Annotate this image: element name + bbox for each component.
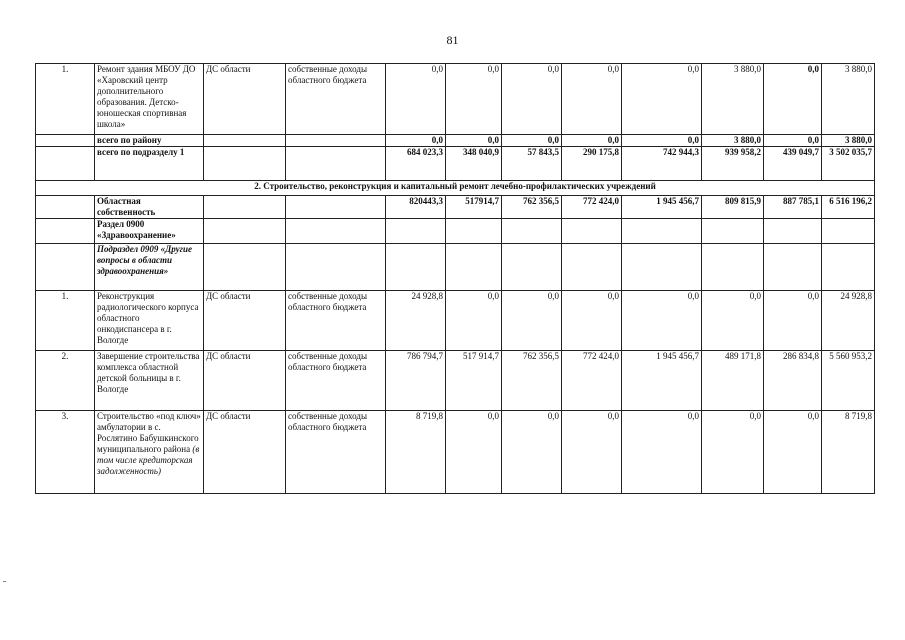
value-cell: 6 516 196,2 bbox=[822, 196, 875, 219]
value-cell: 3 880,0 bbox=[702, 64, 764, 135]
empty-cell bbox=[204, 219, 286, 244]
value-cell: 3 880,0 bbox=[822, 135, 875, 147]
customer-cell: ДС области bbox=[204, 411, 286, 494]
object-note: (в том числе кредиторская задолженность) bbox=[97, 444, 200, 476]
value-cell: 517914,7 bbox=[446, 196, 502, 219]
value-cell: 0,0 bbox=[622, 291, 702, 351]
empty-cell bbox=[446, 244, 502, 291]
table-row bbox=[36, 147, 875, 181]
empty-cell bbox=[502, 244, 562, 291]
empty-cell bbox=[36, 244, 95, 291]
empty-cell bbox=[36, 147, 95, 181]
section-header-row bbox=[36, 181, 875, 196]
empty-cell bbox=[36, 219, 95, 244]
value-cell: 348 040,9 bbox=[446, 147, 502, 181]
value-cell: 0,0 bbox=[502, 64, 562, 135]
value-cell: 0,0 bbox=[562, 291, 622, 351]
value-cell: 3 880,0 bbox=[822, 64, 875, 135]
value-cell: 57 843,5 bbox=[502, 147, 562, 181]
empty-cell bbox=[562, 219, 622, 244]
value-cell: 0,0 bbox=[386, 64, 446, 135]
object-name: Строительство «под ключ» амбулатории в с. Рослятино Бабушкинского муниципального района bbox=[97, 411, 201, 454]
table-row bbox=[36, 196, 875, 219]
value-cell: 772 424,0 bbox=[562, 351, 622, 411]
district-total-label: всего по району bbox=[95, 135, 204, 147]
value-cell: 0,0 bbox=[446, 291, 502, 351]
empty-cell bbox=[502, 219, 562, 244]
empty-cell bbox=[204, 196, 286, 219]
value-cell: 0,0 bbox=[622, 135, 702, 147]
row-index: 1. bbox=[36, 64, 95, 135]
value-cell: 3 502 035,7 bbox=[822, 147, 875, 181]
value-cell: 742 944,3 bbox=[622, 147, 702, 181]
value-cell: 786 794,7 bbox=[386, 351, 446, 411]
empty-cell bbox=[286, 196, 386, 219]
value-cell: 762 356,5 bbox=[502, 351, 562, 411]
object-name: Завершение строительства комплекса областной детской больницы в г. Вологде bbox=[95, 351, 204, 411]
funding-source: собственные доходы областного бюджета bbox=[286, 351, 386, 411]
value-cell: 8 719,8 bbox=[386, 411, 446, 494]
value-cell: 0,0 bbox=[446, 135, 502, 147]
row-index: 3. bbox=[36, 411, 95, 494]
row-index: 2. bbox=[36, 351, 95, 411]
customer-cell: ДС области bbox=[204, 351, 286, 411]
subsection-total-label: всего по подразделу 1 bbox=[95, 147, 204, 181]
value-cell: 290 175,8 bbox=[562, 147, 622, 181]
value-cell: 0,0 bbox=[562, 135, 622, 147]
empty-cell bbox=[446, 219, 502, 244]
empty-cell bbox=[702, 244, 764, 291]
value-cell: 0,0 bbox=[562, 64, 622, 135]
value-cell: 887 785,1 bbox=[764, 196, 822, 219]
empty-cell bbox=[36, 196, 95, 219]
funding-source: собственные доходы областного бюджета bbox=[286, 291, 386, 351]
value-cell: 0,0 bbox=[502, 135, 562, 147]
object-name: Реконструкция радиологического корпуса областного онкодиспансера в г. Вологде bbox=[95, 291, 204, 351]
empty-cell bbox=[822, 219, 875, 244]
value-cell: 8 719,8 bbox=[822, 411, 875, 494]
empty-cell bbox=[204, 147, 286, 181]
empty-cell bbox=[286, 147, 386, 181]
value-cell: 5 560 953,2 bbox=[822, 351, 875, 411]
object-name: Ремонт здания МБОУ ДО «Харовский центр дополнительного образования. Детско-юношеская спортивная школа» bbox=[95, 64, 204, 135]
value-cell: 762 356,5 bbox=[502, 196, 562, 219]
subchapter-label: Подраздел 0909 «Другие вопросы в области здравоохранения» bbox=[95, 244, 204, 291]
empty-cell bbox=[286, 244, 386, 291]
table-row bbox=[36, 64, 875, 135]
section-title: 2. Строительство, реконструкция и капитальный ремонт лечебно-профилактических учреждений bbox=[36, 181, 875, 196]
customer-cell: ДС области bbox=[204, 291, 286, 351]
empty-cell bbox=[702, 219, 764, 244]
value-cell: 0,0 bbox=[702, 291, 764, 351]
scan-mark bbox=[3, 581, 6, 582]
empty-cell bbox=[386, 219, 446, 244]
value-cell: 439 049,7 bbox=[764, 147, 822, 181]
value-cell: 3 880,0 bbox=[702, 135, 764, 147]
value-cell: 0,0 bbox=[446, 64, 502, 135]
empty-cell bbox=[562, 244, 622, 291]
empty-cell bbox=[622, 219, 702, 244]
value-cell: 0,0 bbox=[764, 135, 822, 147]
empty-cell bbox=[286, 219, 386, 244]
value-cell: 0,0 bbox=[446, 411, 502, 494]
value-cell: 0,0 bbox=[386, 135, 446, 147]
table-row bbox=[36, 411, 875, 494]
value-cell: 24 928,8 bbox=[822, 291, 875, 351]
customer-cell: ДС области bbox=[204, 64, 286, 135]
object-name-cell bbox=[95, 411, 204, 494]
value-cell: 0,0 bbox=[764, 411, 822, 494]
value-cell: 489 171,8 bbox=[702, 351, 764, 411]
value-cell: 286 834,8 bbox=[764, 351, 822, 411]
empty-cell bbox=[764, 219, 822, 244]
value-cell: 772 424,0 bbox=[562, 196, 622, 219]
value-cell: 939 958,2 bbox=[702, 147, 764, 181]
value-cell: 517 914,7 bbox=[446, 351, 502, 411]
empty-cell bbox=[204, 244, 286, 291]
empty-cell bbox=[386, 244, 446, 291]
page-number: 81 bbox=[446, 33, 459, 47]
empty-cell bbox=[822, 244, 875, 291]
table-row bbox=[36, 135, 875, 147]
value-cell: 0,0 bbox=[702, 411, 764, 494]
regional-property-label: Областная собственность bbox=[95, 196, 204, 219]
value-cell: 0,0 bbox=[764, 64, 822, 135]
table-row bbox=[36, 291, 875, 351]
table-row bbox=[36, 351, 875, 411]
value-cell: 0,0 bbox=[622, 411, 702, 494]
value-cell: 809 815,9 bbox=[702, 196, 764, 219]
chapter-label: Раздел 0900 «Здравоохранение» bbox=[95, 219, 204, 244]
value-cell: 0,0 bbox=[562, 411, 622, 494]
funding-source: собственные доходы областного бюджета bbox=[286, 411, 386, 494]
funding-source: собственные доходы областного бюджета bbox=[286, 64, 386, 135]
table-row bbox=[36, 219, 875, 244]
value-cell: 0,0 bbox=[622, 64, 702, 135]
value-cell: 820443,3 bbox=[386, 196, 446, 219]
value-cell: 24 928,8 bbox=[386, 291, 446, 351]
value-cell: 1 945 456,7 bbox=[622, 351, 702, 411]
empty-cell bbox=[764, 244, 822, 291]
empty-cell bbox=[36, 135, 95, 147]
empty-cell bbox=[204, 135, 286, 147]
row-index: 1. bbox=[36, 291, 95, 351]
value-cell: 0,0 bbox=[764, 291, 822, 351]
value-cell: 684 023,3 bbox=[386, 147, 446, 181]
value-cell: 0,0 bbox=[502, 411, 562, 494]
table-row bbox=[36, 244, 875, 291]
empty-cell bbox=[286, 135, 386, 147]
empty-cell bbox=[622, 244, 702, 291]
budget-table bbox=[35, 63, 875, 494]
value-cell: 1 945 456,7 bbox=[622, 196, 702, 219]
value-cell: 0,0 bbox=[502, 291, 562, 351]
